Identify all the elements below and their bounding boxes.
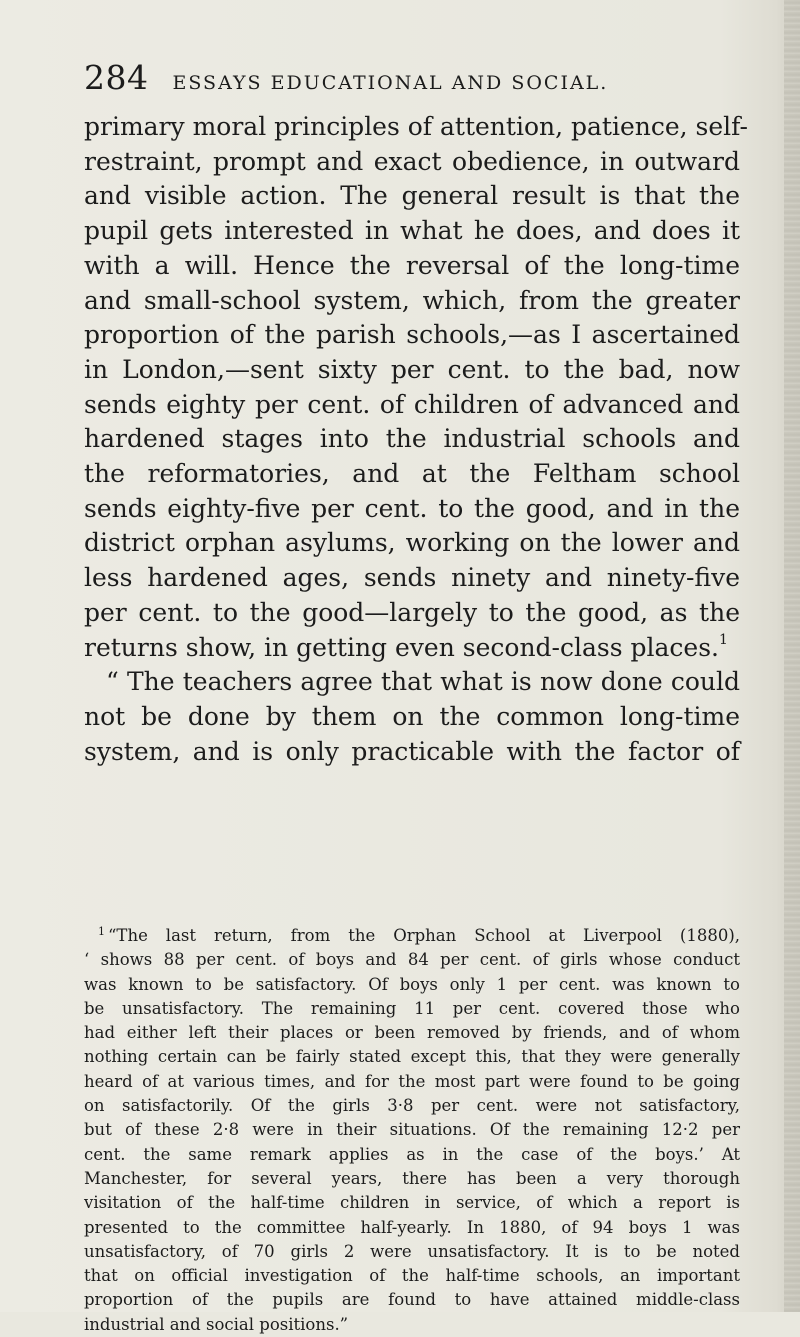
footnote-line: on satisfactorily. Of the girls 3·8 per cent. were not satisfactory, bbox=[84, 1096, 740, 1116]
body-line: restraint, prompt and exact obedience, in outward bbox=[84, 146, 740, 176]
body-line: sends eighty-five per cent. to the good, and in the bbox=[84, 493, 740, 523]
body-line: sends eighty per cent. of children of advanced and bbox=[84, 389, 740, 419]
body-line: and visible action. The general result is that the bbox=[84, 181, 740, 211]
footnote-line: but of these 2·8 were in their situations. Of the remaining 12·2 per bbox=[84, 1120, 740, 1140]
body-line: with a will. Hence the reversal of the long-time bbox=[84, 250, 740, 280]
footnote-line: presented to the committee half-yearly. In 1880, of 94 boys 1 was bbox=[84, 1217, 740, 1237]
body-line: primary moral principles of attention, patience, self- bbox=[84, 112, 748, 141]
footnote-line: be unsatisfactory. The remaining 11 per cent. covered those who bbox=[84, 998, 740, 1018]
body-line: “ The teachers agree that what is now done could bbox=[106, 667, 740, 697]
page-edge bbox=[784, 0, 800, 1312]
page-number: 284 bbox=[84, 58, 149, 97]
footnote-line: industrial and social positions.” bbox=[84, 1314, 349, 1334]
footnote-first-line bbox=[84, 924, 740, 948]
footnote-line: unsatisfactory, of 70 girls 2 were unsatisfactory. It is to be noted bbox=[84, 1241, 740, 1261]
body-line: not be done by them on the common long-time bbox=[84, 701, 740, 731]
footnote-line: proportion of the pupils are found to have attained middle-class bbox=[84, 1290, 740, 1310]
footnote bbox=[84, 924, 740, 1337]
footnote-line: Manchester, for several years, there has been a very thorough bbox=[84, 1168, 740, 1188]
footnote-line: ‘ shows 88 per cent. of boys and 84 per cent. of girls whose conduct bbox=[84, 950, 740, 970]
running-head: ESSAYS EDUCATIONAL AND SOCIAL. bbox=[172, 72, 609, 94]
footnote-line: heard of at various times, and for the most part were found to be going bbox=[84, 1071, 740, 1091]
footnote-line: visitation of the half-time children in service, of which a report is bbox=[84, 1193, 740, 1213]
body-line: per cent. to the good—largely to the good, as the bbox=[84, 597, 740, 627]
body-line-with-note bbox=[84, 631, 740, 666]
footnote-marker: 1 bbox=[98, 925, 105, 938]
body-line-text: returns show, in getting even second-class places. bbox=[84, 632, 719, 662]
footnote-line: nothing certain can be fairly stated except this, that they were generally bbox=[84, 1047, 740, 1067]
body-line: district orphan asylums, working on the lower and bbox=[84, 528, 740, 558]
body-line: pupil gets interested in what he does, and does it bbox=[84, 216, 740, 246]
footnote-line: was known to be satisfactory. Of boys only 1 per cent. was known to bbox=[84, 974, 740, 994]
body-line: in London,—sent sixty per cent. to the bad, now bbox=[84, 354, 740, 384]
page-header bbox=[84, 58, 764, 98]
footnote-line: had either left their places or been removed by friends, and of whom bbox=[84, 1023, 740, 1043]
footnote-line: cent. the same remark applies as in the case of the boys.’ At bbox=[84, 1144, 740, 1164]
body-line: less hardened ages, sends ninety and ninety-five bbox=[84, 563, 740, 593]
footnote-line: that on official investigation of the half-time schools, an important bbox=[84, 1266, 740, 1286]
body-line: hardened stages into the industrial schools and bbox=[84, 424, 740, 454]
body-line: the reformatories, and at the Feltham school bbox=[84, 459, 740, 489]
body-line: system, and is only practicable with the factor of bbox=[84, 736, 740, 766]
footnote-reference: 1 bbox=[719, 631, 728, 648]
footnote-line-text: “The last return, from the Orphan School at Liverpool (1880), bbox=[108, 926, 740, 945]
body-text bbox=[84, 110, 748, 769]
body-line: proportion of the parish schools,—as I ascertained bbox=[84, 320, 740, 350]
body-line: and small-school system, which, from the greater bbox=[84, 285, 740, 315]
